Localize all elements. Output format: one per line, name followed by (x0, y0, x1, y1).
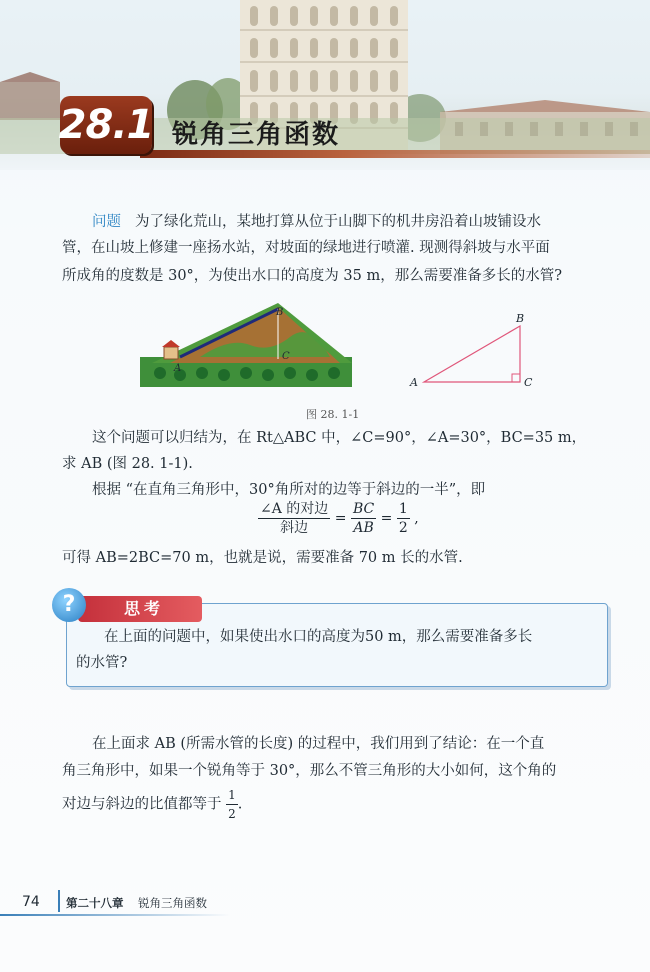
fraction-1-denominator: 斜边 (280, 520, 309, 536)
mountain-illustration (140, 297, 360, 392)
conclusion-line-1: 在上面求 AB (所需水管的长度) 的过程中，我们用到了结论：在一个直 (92, 736, 545, 752)
triangle-label-c: C (524, 376, 533, 389)
mountain-label-a: A (174, 363, 182, 374)
footer-divider (58, 890, 60, 912)
fraction-1 (258, 500, 330, 537)
right-triangle-diagram (408, 312, 548, 392)
question-mark-icon: ? (52, 588, 86, 622)
conclusion-fraction (226, 786, 238, 823)
body-line-4: 可得 AB=2BC=70 m，也就是说，需要准备 70 m 长的水管. (62, 550, 463, 566)
triangle-label-b: B (516, 312, 525, 325)
footer-topic: 锐角三角函数 (138, 896, 207, 910)
section-number-badge (60, 96, 152, 154)
conclusion-line-2: 角三角形中，如果一个锐角等于 30°，那么不管三角形的大小如何，这个角的 (62, 763, 557, 779)
banner-underline (140, 150, 650, 158)
think-tag: 思考 (78, 596, 202, 622)
triangle-label-a: A (410, 376, 418, 389)
figure-caption: 图 28. 1-1 (306, 408, 360, 421)
fraction-3 (397, 500, 410, 537)
problem-line-1 (92, 209, 541, 235)
body-line-1: 这个问题可以归结为，在 Rt△ABC 中，∠C=90°，∠A=30°，BC=35 m， (92, 430, 587, 446)
fraction-3-denominator: 2 (398, 520, 408, 536)
section-number: 28.1 (58, 102, 154, 148)
mountain-label-c: C (282, 351, 290, 362)
fraction-1-numerator: ∠A 的对边 (260, 501, 329, 517)
think-line-1: 在上面的问题中，如果使出水口的高度为50 m，那么需要准备多长 (104, 629, 533, 645)
section-title: 锐角三角函数 (172, 120, 341, 150)
fraction-2-denominator: AB (353, 520, 374, 536)
conclusion-fraction-denominator: 2 (228, 807, 236, 821)
page-number: 74 (22, 894, 40, 910)
header-banner (0, 0, 650, 170)
conclusion-text-3: 对边与斜边的比值都等于 (62, 796, 222, 813)
body-line-3: 根据 “在直角三角形中，30°角所对的边等于斜边的一半”，即 (92, 482, 486, 498)
equals-sign-1: = (334, 510, 347, 527)
fraction-2 (351, 500, 376, 537)
equals-sign-2: = (380, 510, 393, 527)
conclusion-period: . (237, 796, 243, 813)
footer-underline (0, 914, 230, 916)
formula-comma: , (414, 510, 419, 527)
mountain-label-b: B (276, 307, 284, 318)
fraction-formula (258, 500, 419, 537)
problem-line-2: 管，在山坡上修建一座扬水站，对坡面的绿地进行喷灌. 现测得斜坡与水平面 (62, 240, 550, 256)
conclusion-fraction-numerator: 1 (226, 786, 238, 805)
think-line-2: 的水管? (76, 655, 128, 671)
fraction-3-numerator: 1 (398, 501, 408, 517)
footer-chapter: 第二十八章 (66, 896, 124, 910)
conclusion-line-3 (62, 786, 242, 823)
fraction-2-numerator: BC (352, 501, 375, 517)
problem-text-1: 为了绿化荒山，某地打算从位于山脚下的机井房沿着山坡铺设水 (135, 214, 541, 230)
problem-line-3: 所成角的度数是 30°，为使出水口的高度为 35 m，那么需要准备多长的水管? (62, 268, 562, 284)
body-line-2: 求 AB (图 28. 1-1). (62, 456, 193, 472)
problem-label: 问题 (92, 214, 121, 230)
